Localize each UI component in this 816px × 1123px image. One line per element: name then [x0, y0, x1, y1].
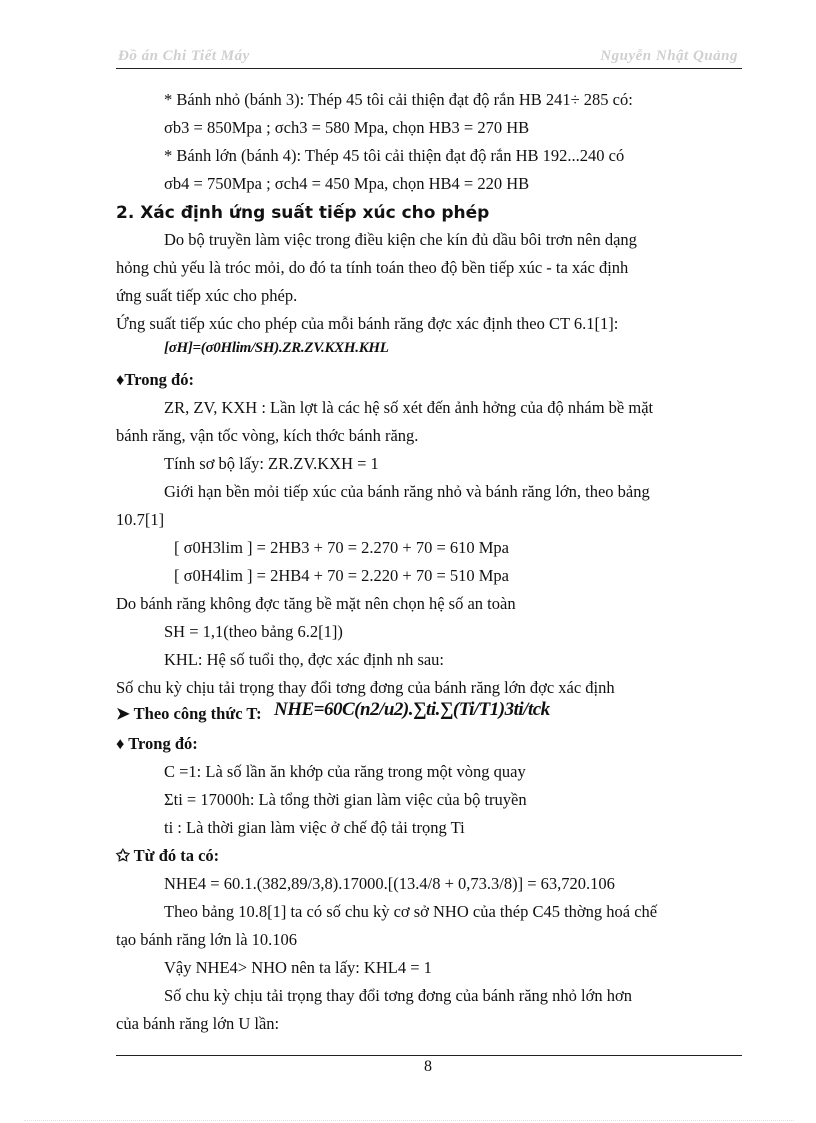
text-line: Do bộ truyền làm việc trong điều kiện che kín đủ dầu bôi trơn nên dạng	[164, 230, 637, 249]
text-line: tạo bánh răng lớn là 10.106	[116, 930, 298, 949]
section-heading: 2. Xác định ứng suất tiếp xúc cho phép	[116, 203, 490, 223]
header-right-author: Nguyễn Nhật Quảng	[600, 48, 738, 64]
text-line: ZR, ZV, KXH : Lần lợt là các hệ số xét đến ảnh hởng của độ nhám bề mặt	[164, 398, 654, 417]
diamond-bullet-icon: ♦	[116, 370, 125, 389]
text-line: KHL: Hệ số tuổi thọ, đợc xác định nh sau:	[164, 650, 445, 669]
page-number: 8	[424, 1058, 432, 1075]
text-line: * Bánh nhỏ (bánh 3): Thép 45 tôi cải thiện đạt độ rắn HB 241÷ 285 có:	[164, 90, 633, 109]
text-line: Σti = 17000h: Là tổng thời gian làm việc của bộ truyền	[164, 790, 527, 809]
header-left-title: Đồ án Chi Tiết Máy	[118, 48, 250, 64]
text-line: Do bánh răng không đợc tăng bề mặt nên chọn hệ số an toàn	[116, 594, 516, 613]
subheading-tu-do: ✩ Từ đó ta có:	[116, 846, 220, 865]
footer-rule	[116, 1055, 742, 1056]
text-line: SH = 1,1(theo bảng 6.2[1])	[164, 622, 343, 641]
formula-sigma-h: [σH]=(σ0Hlim/SH).ZR.ZV.KXH.KHL	[164, 340, 389, 356]
text-line: NHE4 = 60.1.(382,89/3,8).17000.[(13.4/8 + 0,73.3/8)] = 63,720.106	[164, 874, 615, 893]
text-line: Giới hạn bền mỏi tiếp xúc của bánh răng nhỏ và bánh răng lớn, theo bảng	[164, 482, 650, 501]
page-header	[116, 48, 742, 69]
text-line: Tính sơ bộ lấy: ZR.ZV.KXH = 1	[164, 454, 379, 473]
text-line: của bánh răng lớn U lần:	[116, 1014, 280, 1033]
arrow-bullet-icon: ➤	[116, 704, 134, 723]
diamond-bullet-icon: ♦	[116, 734, 129, 753]
text-line: ứng suất tiếp xúc cho phép.	[116, 286, 298, 305]
text-line: Số chu kỳ chịu tải trọng thay đổi tơng đơng của bánh răng nhỏ lớn hơn	[164, 986, 632, 1005]
text-line: Vậy NHE4> NHO nên ta lấy: KHL4 = 1	[164, 958, 432, 977]
text-line: * Bánh lớn (bánh 4): Thép 45 tôi cải thiện đạt độ rắn HB 192...240 có	[164, 146, 625, 165]
formula-nhe: NHE=60C(n2/u2).∑ti.∑(Ti/T1)3ti/tck	[274, 699, 550, 720]
page-edge-divider	[24, 1120, 794, 1121]
text-line: σb4 = 750Mpa ; σch4 = 450 Mpa, chọn HB4 = 220 HB	[164, 174, 530, 193]
text-line: σb3 = 850Mpa ; σch3 = 580 Mpa, chọn HB3 = 270 HB	[164, 118, 530, 137]
text-line: Theo bảng 10.8[1] ta có số chu kỳ cơ sở NHO của thép C45 thờng hoá chế	[164, 902, 658, 921]
text-line: Số chu kỳ chịu tải trọng thay đổi tơng đơng của bánh răng lớn đợc xác định	[116, 678, 615, 697]
text-line: C =1: Là số lần ăn khớp của răng trong một vòng quay	[164, 762, 526, 781]
subheading-theo-cong-thuc: ➤ Theo công thức T:	[116, 704, 262, 723]
text-line: ti : Là thời gian làm việc ở chế độ tải trọng Ti	[164, 818, 465, 837]
text-line: hỏng chủ yếu là tróc mỏi, do đó ta tính toán theo độ bền tiếp xúc - ta xác định	[116, 258, 629, 277]
text-line: [ σ0H4lim ] = 2HB4 + 70 = 2.220 + 70 = 510 Mpa	[174, 566, 509, 585]
subheading-trong-do: ♦Trong đó:	[116, 370, 194, 389]
text-line: Ứng suất tiếp xúc cho phép của mỗi bánh răng đợc xác định theo CT 6.1[1]:	[116, 314, 619, 333]
subheading-trong-do-2: ♦ Trong đó:	[116, 734, 198, 753]
text-line: 10.7[1]	[116, 510, 165, 529]
text-line: [ σ0H3lim ] = 2HB3 + 70 = 2.270 + 70 = 610 Mpa	[174, 538, 509, 557]
text-line: bánh răng, vận tốc vòng, kích thớc bánh răng.	[116, 426, 419, 445]
star-bullet-icon: ✩	[116, 846, 134, 865]
